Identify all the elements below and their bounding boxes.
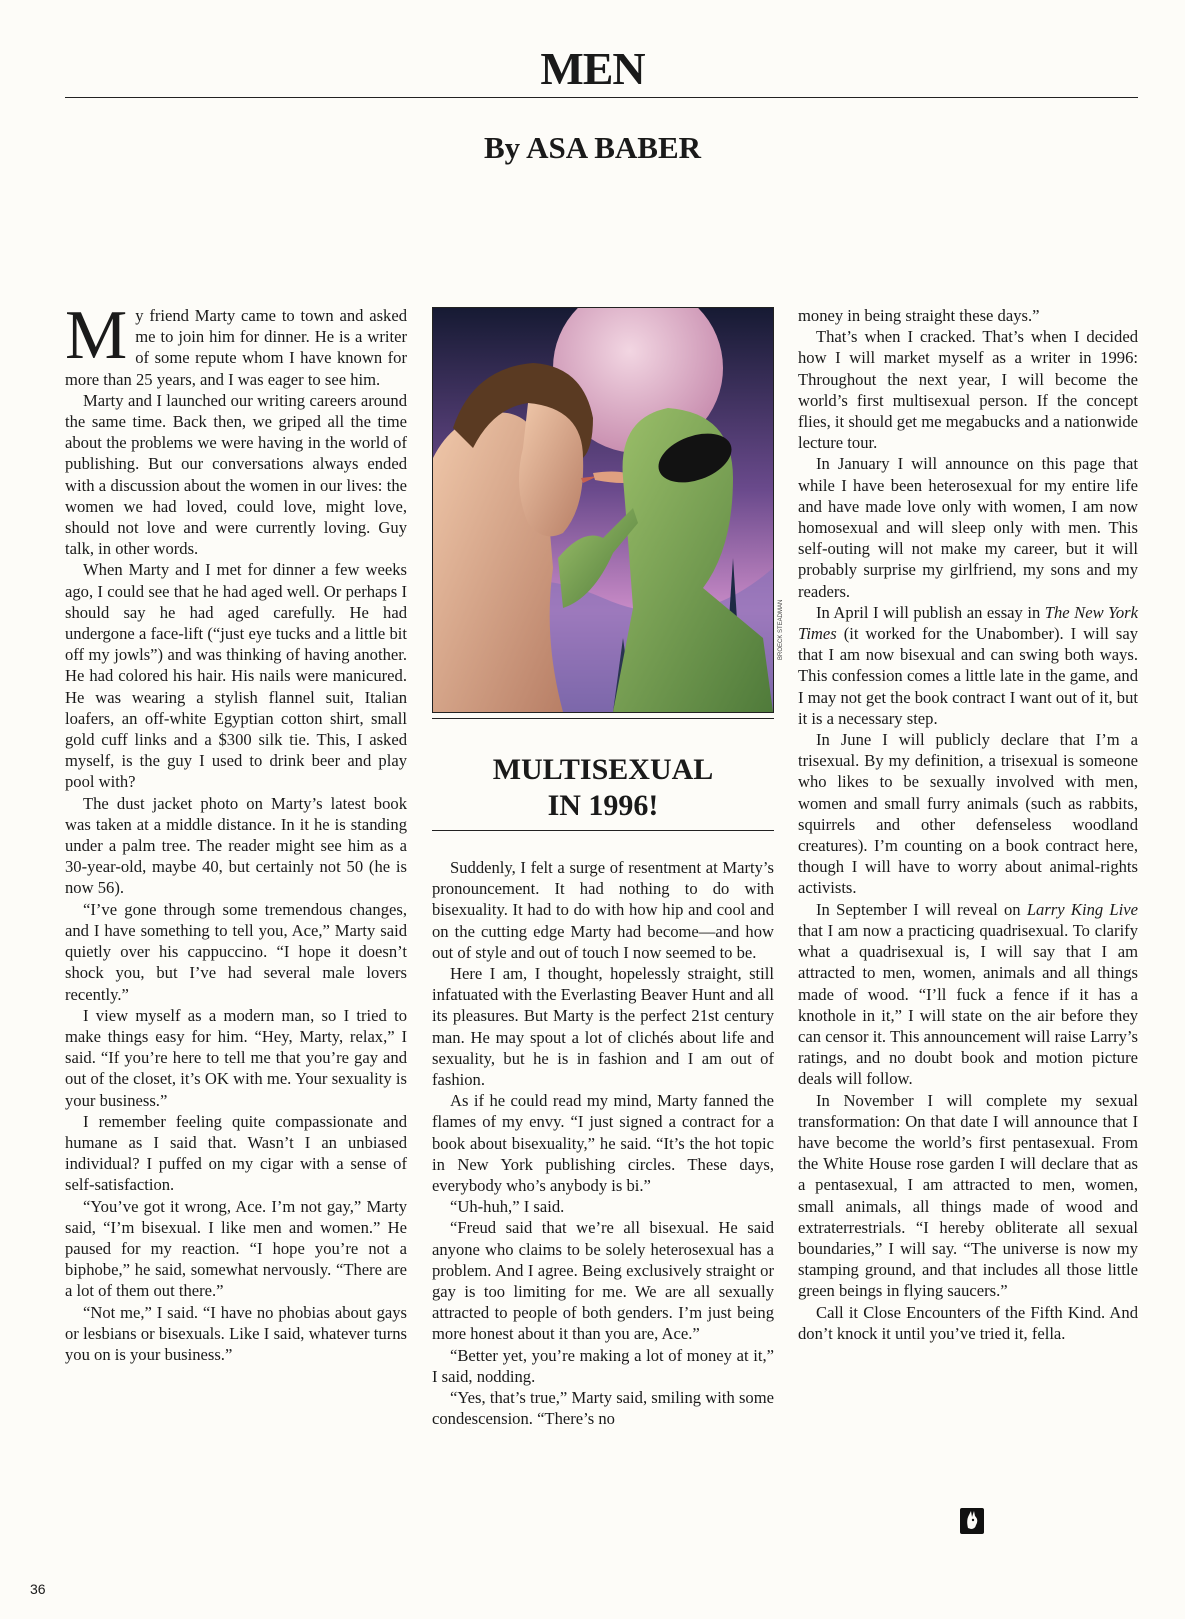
headline-top-rule <box>432 718 774 719</box>
paragraph: “Uh-huh,” I said. <box>450 1197 565 1217</box>
paragraph: “Not me,” I said. “I have no phobias about gays or lesbians or bisexuals. Like I said, whatever turns you on is your business.” <box>65 1302 407 1364</box>
illustration <box>432 307 774 713</box>
article-column-1 <box>65 297 407 1365</box>
article-column-2 <box>432 857 774 1429</box>
article-column-3 <box>798 305 1138 1344</box>
paragraph: “Better yet, you’re making a lot of money at it,” I said, nodding. <box>432 1345 774 1386</box>
show-title: Larry King Live <box>1026 899 1138 919</box>
paragraph: money in being straight these days.” <box>798 306 1040 325</box>
paragraph: In April I will publish an essay in The New York Times (it worked for the Unabomber). I will say that I am now bisexual and can swing both ways. This confession comes a little late in the game, and I may not get the book contract I want out of it, but it is a necessary step. <box>798 602 1139 728</box>
paragraph: “You’ve got it wrong, Ace. I’m not gay,” Marty said, “I’m bisexual. I like men and women.” He paused for my reaction. “I hope you’re not a biphobe,” he said, somewhat nervously. “There are a lot of them out there.” <box>65 1196 407 1301</box>
paragraph: In January I will announce on this page that while I have been heterosexual for my entire life and have made love only with women, I am now homosexual and will sleep only with men. This self-outing will not make my career, but it will probably surprise my girlfriend, my sons and my readers. <box>798 454 1138 601</box>
headline-bottom-rule <box>432 830 774 831</box>
headline-line-1: MULTISEXUAL <box>492 753 714 786</box>
drop-cap: M <box>65 297 128 374</box>
paragraph: Marty and I launched our writing careers around the same time. Back then, we griped all the time about the problems we were having in the world of publishing. But our conversations always ended with a discussion about the women in our lives: the women we had loved, could love, might love, should not love and were currently loving. Guy talk, in other words. <box>65 390 407 559</box>
paragraph: That’s when I cracked. That’s when I decided how I will market myself as a writer in 1996: Throughout the next year, I will become the world’s first multisexual person. If the concept flies, it should get me megabucks and a nationwide lecture tour. <box>798 327 1138 453</box>
paragraph: “Freud said that we’re all bisexual. He said anyone who claims to be solely heterosexual has a problem. And I agree. Being exclusively straight or gay is too limiting for me. We are all sexually attracted to people of both genders. I’m just being more honest about it than you are, Ace.” <box>432 1218 774 1344</box>
publication-title: The New York Times <box>798 602 1139 644</box>
paragraph: I view myself as a modern man, so I tried to make things easy for him. “Hey, Marty, relax,” I said. “If you’re here to tell me that you’re gay and out of the closet, it’s OK with me. Your sexuality is your business.” <box>65 1005 407 1110</box>
paragraph: Call it Close Encounters of the Fifth Kind. And don’t knock it until you’ve tried it, fella. <box>798 1302 1138 1343</box>
article-headline <box>432 752 774 824</box>
paragraph: My friend Marty came to town and asked me to join him for dinner. He is a writer of some repute whom I have known for more than 25 years, and I was eager to see him. <box>65 297 407 389</box>
photo-credit: BROECK STEADMAN <box>778 599 784 660</box>
paragraph: When Marty and I met for dinner a few weeks ago, I could see that he had aged well. Or perhaps I should say he had aged carefully. He had undergone a face-lift (“just eye tucks and a little bit off my jowls”) and was thinking of having another. He had colored his hair. His nails were manicured. He was wearing a stylish flannel suit, Italian loafers, an off-white Egyptian cotton shirt, small gold cuff links and a $300 silk tie. This, I asked myself, is the guy I used to drink beer and play pool with? <box>65 560 407 792</box>
headline-line-2: IN 1996! <box>547 789 659 822</box>
paragraph: In November I will complete my sexual transformation: On that date I will announce that I have become the world’s first pentasexual. From the White House rose garden I will declare that as a pentasexual, I am attracted to men, women, small animals, all things made of wood and extraterrestrials. “I hereby obliterate all sexual boundaries,” I will say. “The universe is now my stamping ground, and that includes all those little green beings in flying saucers.” <box>798 1090 1138 1301</box>
paragraph: I remember feeling quite compassionate and humane as I said that. Wasn’t I an unbiased individual? I puffed on my cigar with a sense of self-satisfaction. <box>65 1111 407 1195</box>
paragraph: Suddenly, I felt a surge of resentment at Marty’s pronouncement. It had nothing to do with bisexuality. It had to do with how hip and cool and on the cutting edge Marty had become—and how out of style and out of touch I now seemed to be. <box>432 858 774 962</box>
header-rule <box>65 97 1138 98</box>
paragraph: In June I will publicly declare that I’m a trisexual. By my definition, a trisexual is someone who likes to be sexually involved with men, women and small furry animals (such as rabbits, squirrels and other defenseless woodland creatures). I’m counting on a book contract here, though I will have to worry about animal-rights activists. <box>798 730 1138 898</box>
illustration-art <box>433 308 773 712</box>
rabbit-head-end-mark-icon <box>960 1508 984 1534</box>
paragraph: In September I will reveal on Larry King Live that I am now a practicing quadrisexual. To clarify what a quadrisexual is, I will say that I am attracted to men, women, animals and all things made of wood. “I’ll fuck a fence if it has a knothole in it,” I will state on the air before they can censor it. This announcement will raise Larry’s ratings, and no doubt book and motion picture deals will follow. <box>798 899 1138 1089</box>
paragraph: “Yes, that’s true,” Marty said, smiling with some condescension. “There’s no <box>432 1388 774 1429</box>
section-title: MEN <box>540 43 645 94</box>
page-number: 36 <box>30 1581 46 1597</box>
byline: By ASA BABER <box>483 130 702 165</box>
paragraph: The dust jacket photo on Marty’s latest book was taken at a middle distance. In it he is standing under a palm tree. The reader might see him as a 30-year-old, maybe 40, but certainly not 50 (he is now 56). <box>65 793 407 898</box>
paragraph: “I’ve gone through some tremendous changes, and I have something to tell you, Ace,” Marty said quietly over his cappuccino. “I hope it doesn’t shock you, but I’ve had several male lovers recently.” <box>65 899 407 1004</box>
paragraph: Here I am, I thought, hopelessly straight, still infatuated with the Everlasting Beaver Hunt and all its pleasures. But Marty is the perfect 21st century man. He may spout a lot of clichés about life and sexuality, but he is in fashion and I am out of fashion. <box>432 964 774 1090</box>
paragraph: As if he could read my mind, Marty fanned the flames of my envy. “I just signed a contract for a book about bisexuality,” he said. “It’s the hot topic in New York publishing circles. These days, everybody who’s anybody is bi.” <box>432 1091 774 1196</box>
